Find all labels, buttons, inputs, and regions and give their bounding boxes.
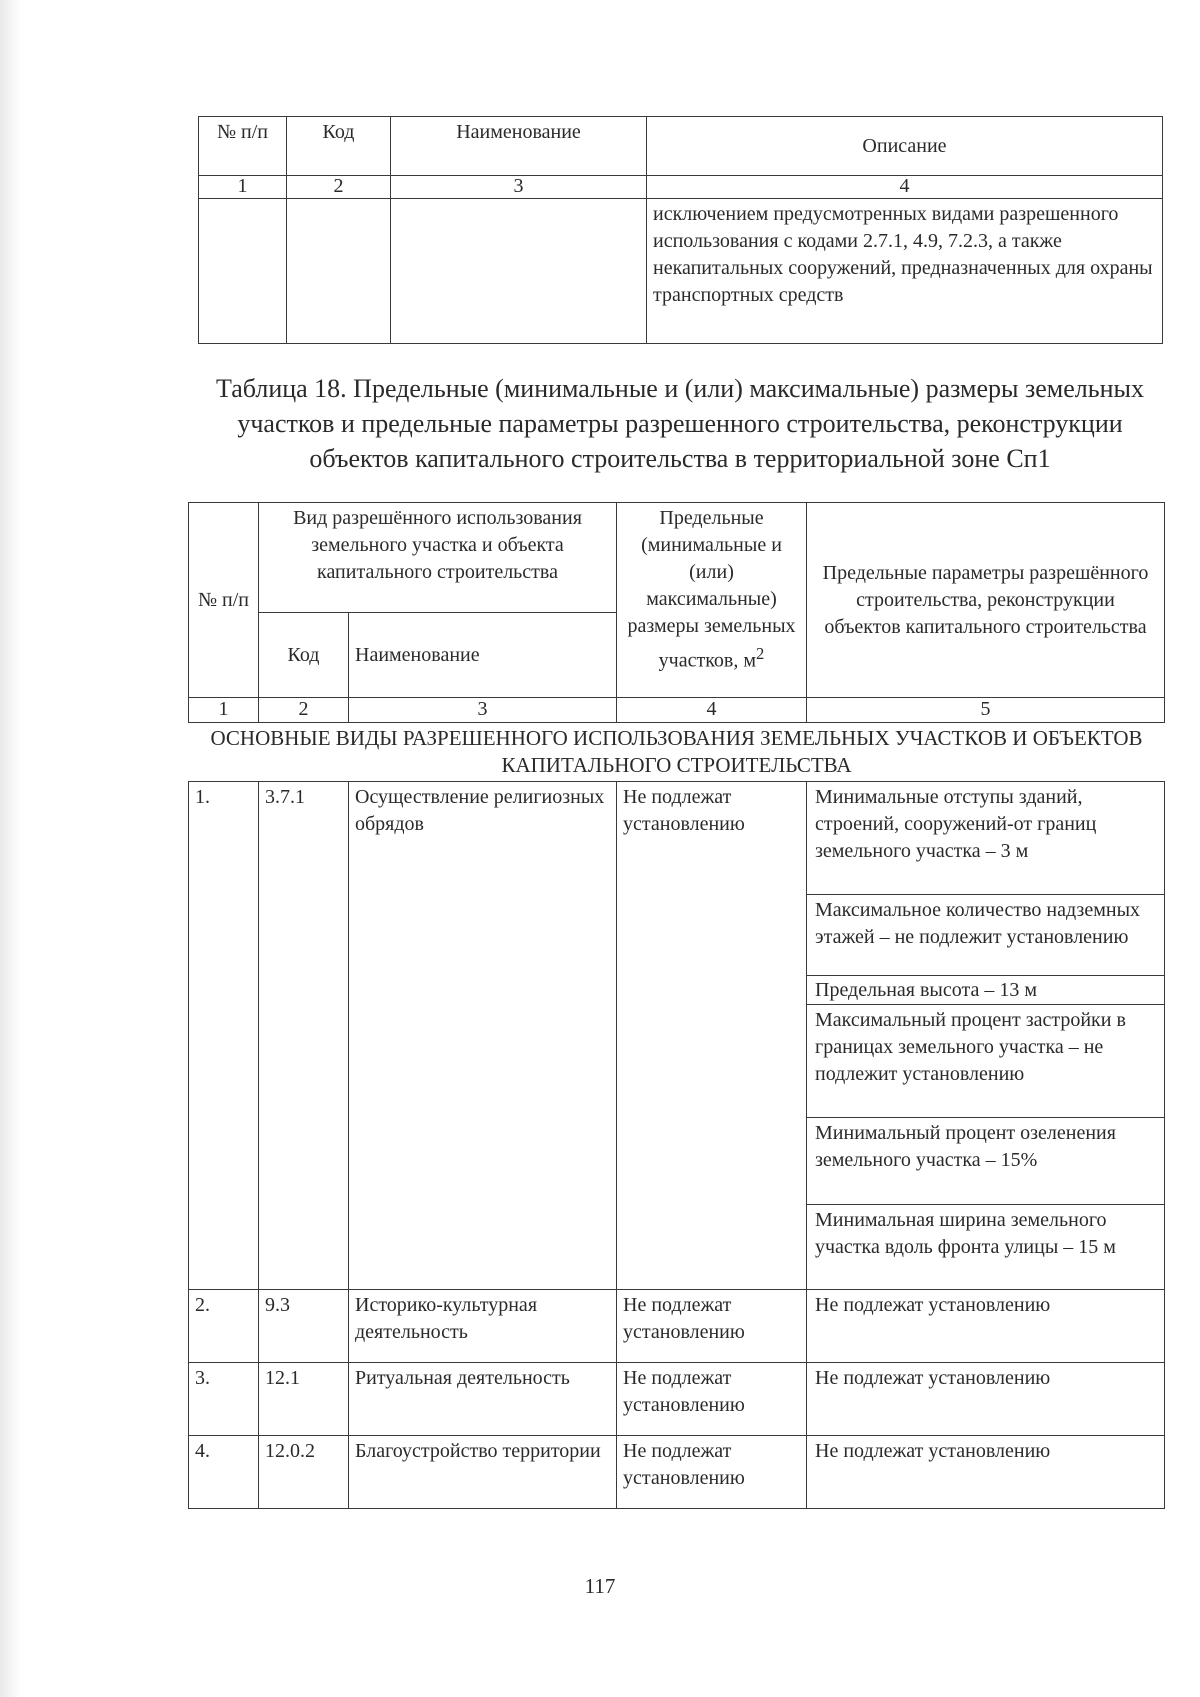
empty-cell (391, 199, 647, 344)
header-permitted-use: Вид разрешённого использования земельного участка и объекта капитального строительства (259, 503, 617, 613)
row-plot-size: Не подлежат установлению (617, 1290, 807, 1363)
header-num: № п/п (199, 117, 287, 176)
row-plot-size: Не подлежат установлению (617, 782, 807, 1290)
header-construction-params: Предельные параметры разрешённого строительства, реконструкции объектов капитального строительства (807, 503, 1165, 698)
table-row (189, 1290, 1165, 1363)
param-cell: Не подлежат установлению (807, 1290, 1165, 1363)
column-number: 1 (189, 698, 259, 723)
column-number: 1 (199, 176, 287, 199)
table-title: Таблица 18. Предельные (минимальные и (или) максимальные) размеры земельных участков и предельные параметры разрешенного строительства, реконструкции объектов капитального строительства в территориальной зоне Сп1 (215, 374, 1144, 473)
zone-parameters-table (188, 502, 1165, 1509)
column-number: 2 (259, 698, 349, 723)
scan-edge-shadow (0, 0, 22, 1697)
row-number: 1. (189, 782, 259, 1290)
column-number-row (199, 176, 1163, 199)
param-cell: Не подлежат установлению (807, 1363, 1165, 1436)
row-number: 3. (189, 1363, 259, 1436)
column-number: 5 (807, 698, 1165, 723)
row-code: 12.1 (259, 1363, 349, 1436)
column-number: 3 (349, 698, 617, 723)
param-cell: Минимальные отступы зданий, строений, сооружений-от границ земельного участка – 3 м (807, 782, 1165, 895)
row-name: Историко-культурная деятельность (349, 1290, 617, 1363)
header-code: Код (259, 613, 349, 698)
column-number: 3 (391, 176, 647, 199)
header-plot-sizes (617, 503, 807, 698)
column-number: 2 (287, 176, 391, 199)
row-name: Ритуальная деятельность (349, 1363, 617, 1436)
param-cell: Максимальное количество надземных этажей – не подлежит установлению (807, 895, 1165, 976)
column-number: 4 (647, 176, 1163, 199)
table-row (189, 782, 1165, 895)
table-header-row (199, 117, 1163, 176)
header-name: Наименование (349, 613, 617, 698)
header-num: № п/п (189, 503, 259, 698)
header-name: Наименование (391, 117, 647, 176)
page-number: 117 (584, 1574, 616, 1598)
row-name: Благоустройство территории (349, 1436, 617, 1509)
param-cell: Минимальный процент озеленения земельного участка – 15% (807, 1118, 1165, 1205)
description-continuation: исключением предусмотренных видами разрешенного использования с кодами 2.7.1, 4.9, 7.2.3, а также некапитальных сооружений, предназначенных для охраны транспортных средств (647, 199, 1163, 344)
row-plot-size: Не подлежат установлению (617, 1436, 807, 1509)
empty-cell (287, 199, 391, 344)
section-title: ОСНОВНЫЕ ВИДЫ РАЗРЕШЕННОГО ИСПОЛЬЗОВАНИЯ ЗЕМЕЛЬНЫХ УЧАСТКОВ И ОБЪЕКТОВ КАПИТАЛЬНОГО СТРОИТЕЛЬСТВА (189, 723, 1165, 782)
row-code: 12.0.2 (259, 1436, 349, 1509)
param-cell: Минимальная ширина земельного участка вдоль фронта улицы – 15 м (807, 1205, 1165, 1290)
row-code: 3.7.1 (259, 782, 349, 1290)
continuation-table (198, 116, 1163, 344)
row-code: 9.3 (259, 1290, 349, 1363)
param-cell: Предельная высота – 13 м (807, 976, 1165, 1005)
table-row (189, 1436, 1165, 1509)
param-cell: Максимальный процент застройки в границах земельного участка – не подлежит установлению (807, 1005, 1165, 1118)
column-number: 4 (617, 698, 807, 723)
empty-cell (199, 199, 287, 344)
table-row (189, 1363, 1165, 1436)
row-number: 2. (189, 1290, 259, 1363)
param-cell: Не подлежат установлению (807, 1436, 1165, 1509)
header-code: Код (287, 117, 391, 176)
column-number-row (189, 698, 1165, 723)
row-number: 4. (189, 1436, 259, 1509)
table-header-row (189, 503, 1165, 613)
section-row (189, 723, 1165, 782)
row-plot-size: Не подлежат установлению (617, 1363, 807, 1436)
header-plot-sizes-sup: 2 (756, 644, 765, 663)
table-row (199, 199, 1163, 344)
header-description: Описание (647, 117, 1163, 176)
row-name: Осуществление религиозных обрядов (349, 782, 617, 1290)
header-plot-sizes-text: Предельные (минимальные и (или) максимальные) размеры земельных участков, м (627, 507, 796, 672)
